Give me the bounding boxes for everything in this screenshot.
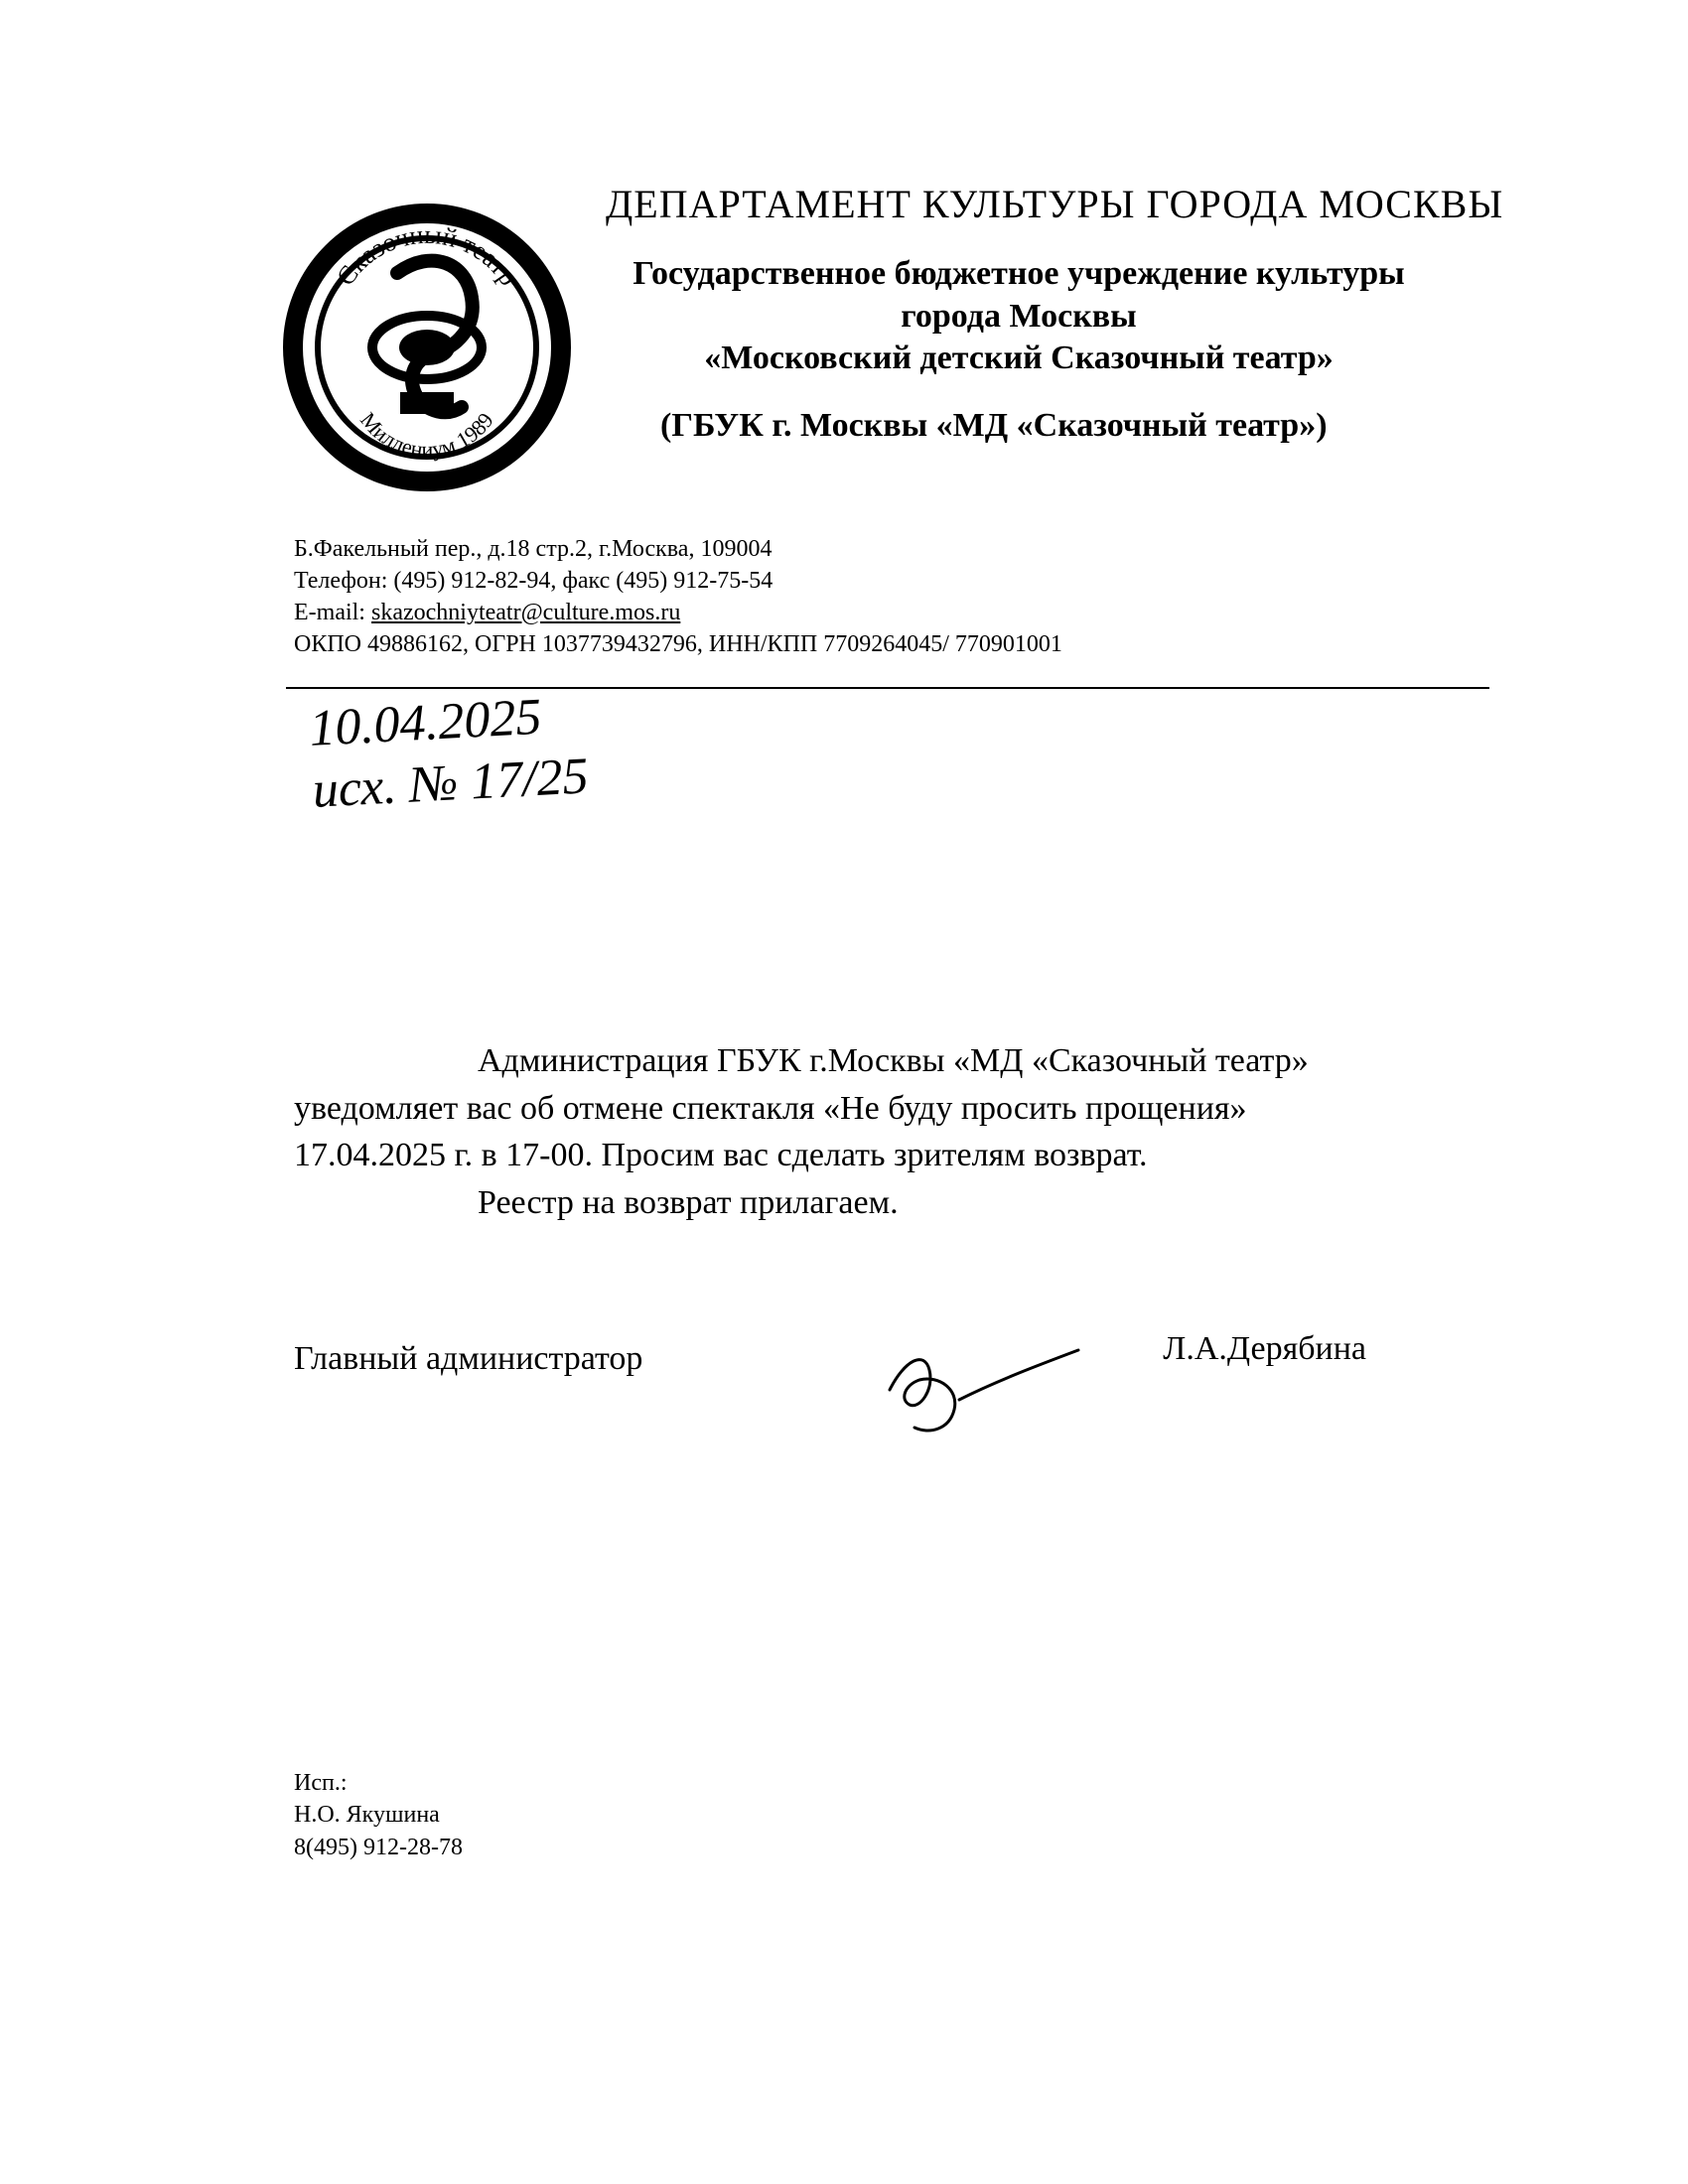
department-title: ДЕПАРТАМЕНТ КУЛЬТУРЫ ГОРОДА МОСКВЫ [606, 182, 1504, 226]
main-body-text [294, 1037, 1406, 1226]
logo-top-text: Сказочный театр [331, 219, 523, 291]
signature-row [294, 1320, 1406, 1459]
theatre-logo [283, 204, 571, 491]
theatre-logo-icon [283, 204, 571, 491]
executor-block [294, 1767, 463, 1863]
body-line-2: уведомляет вас об отмене спектакля «Не буду просить прощения» [294, 1089, 1247, 1127]
handwritten-number: исх. № 17/25 [311, 748, 590, 820]
address-line: Б.Факельный пер., д.18 стр.2, г.Москва, 109004 [294, 536, 773, 562]
handwritten-ref [308, 684, 590, 822]
header-separator [286, 687, 1489, 689]
email-line [294, 598, 1062, 629]
body-line-4: Реестр на возврат прилагаем. [478, 1183, 899, 1221]
svg-text:Миллениум 1989 [355, 407, 498, 462]
body-line-3: 17.04.2025 г. в 17-00. Просим вас сделать зрителям возврат. [294, 1137, 1148, 1174]
institution-short-name: (ГБУК г. Москвы «МД «Сказочный театр») [660, 407, 1328, 444]
executor-phone: 8(495) 912-28-78 [294, 1834, 463, 1860]
email-label: E-mail: [294, 599, 371, 625]
executor-name: Н.О. Якушина [294, 1802, 440, 1829]
institution-line-3: «Московский детский Сказочный театр» [704, 340, 1334, 376]
contact-block [294, 534, 1062, 661]
institution-line-1: Государственное бюджетное учреждение культуры [633, 255, 1405, 292]
phone-line: Телефон: (495) 912-82-94, факс (495) 912-75-54 [294, 567, 774, 594]
handwritten-date: 10.04.2025 [308, 688, 543, 757]
institution-name-block [602, 253, 1436, 380]
codes-line: ОКПО 49886162, ОГРН 1037739432796, ИНН/КПП 7709264045/ 770901001 [294, 630, 1062, 657]
executor-label: Исп.: [294, 1770, 348, 1796]
signature-icon [850, 1310, 1108, 1449]
signature-graphic [850, 1310, 1108, 1449]
body-line-1: Администрация ГБУК г.Москвы «МД «Сказочный театр» [478, 1042, 1309, 1079]
institution-line-2: города Москвы [901, 297, 1137, 335]
email-link[interactable]: skazochniyteatr@culture.mos.ru [370, 599, 681, 625]
logo-bottom-text: Миллениум 1989 [355, 407, 498, 463]
signature-title: Главный администратор [294, 1340, 643, 1377]
signature-name: Л.А.Дерябина [1163, 1330, 1366, 1367]
